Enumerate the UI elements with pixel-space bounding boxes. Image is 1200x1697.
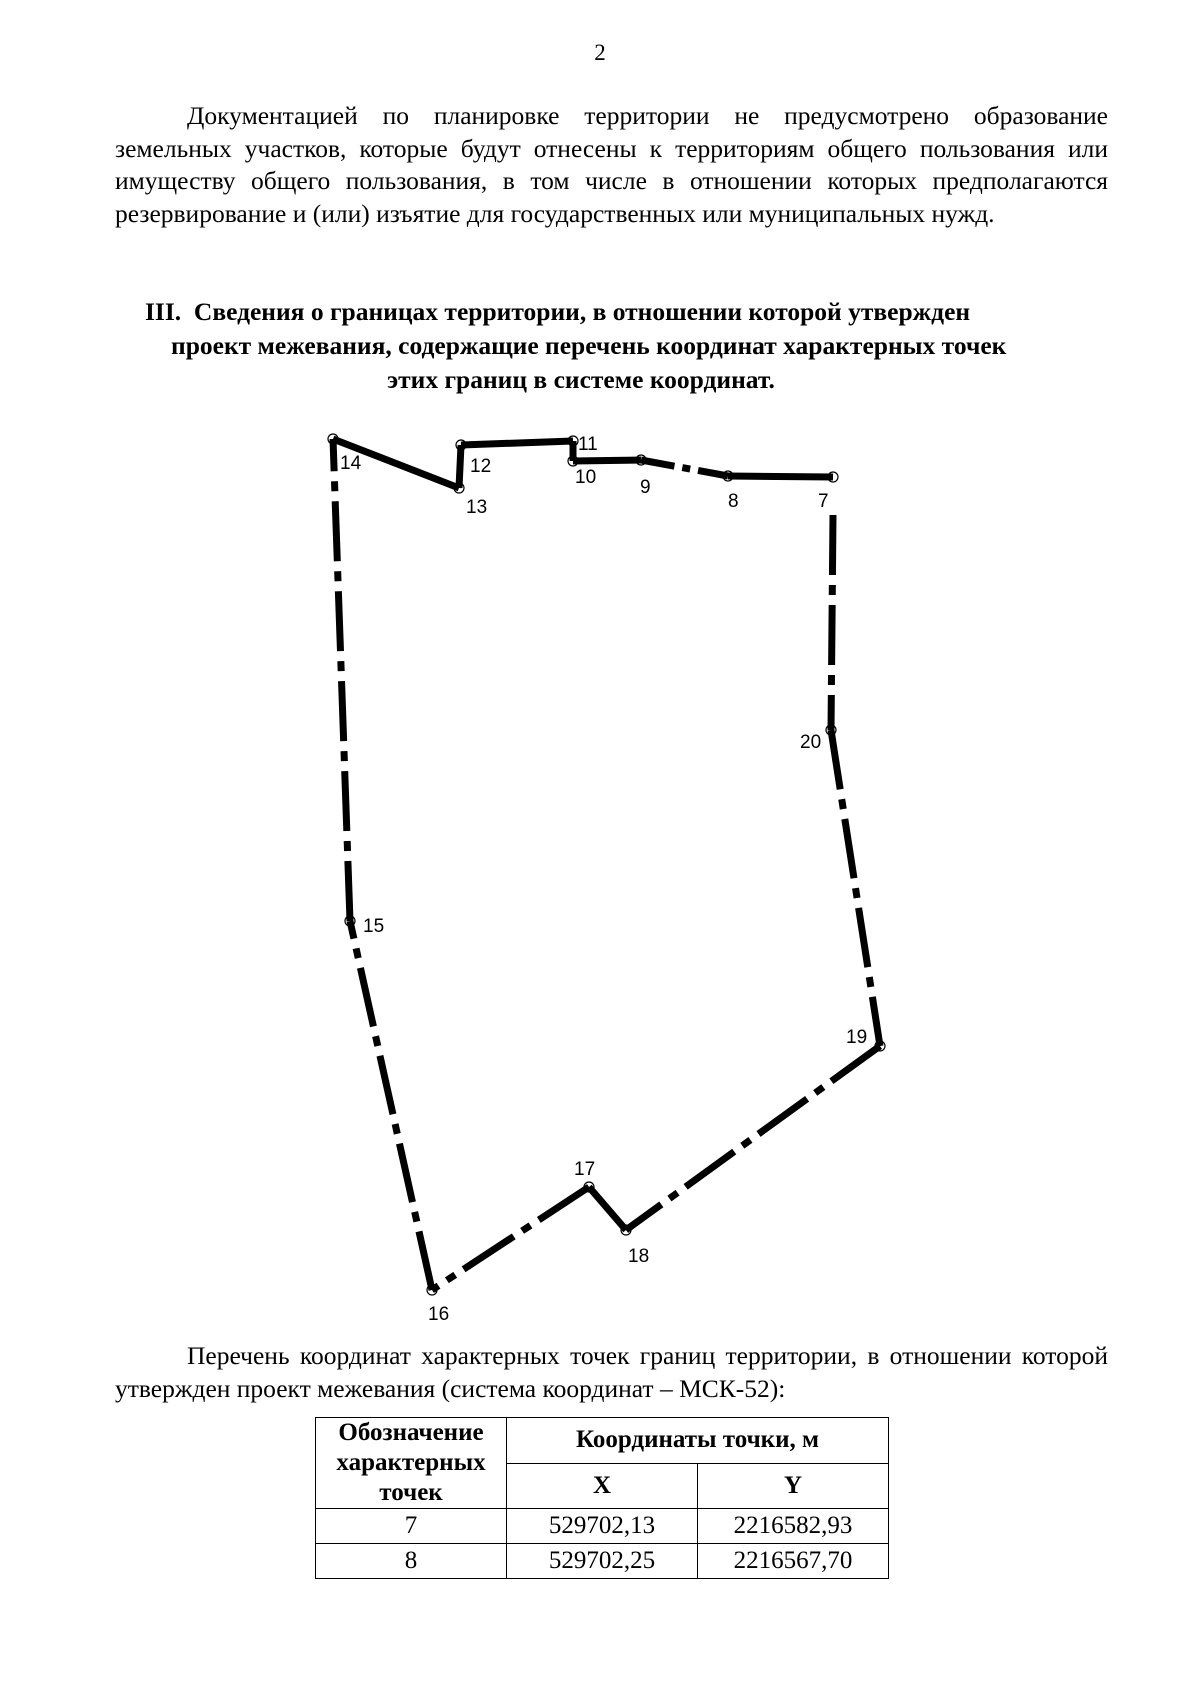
boundary-segment-19-18 [626,1046,880,1230]
cell-x: 529702,13 [507,1509,698,1544]
boundary-segment-16-15 [350,921,432,1290]
point-label-16: 16 [428,1304,450,1325]
point-label-7: 7 [818,491,829,512]
cell-y: 2216567,70 [698,1544,889,1579]
boundary-segment-15-14 [333,439,350,921]
table-row [316,1544,889,1579]
cell-y: 2216582,93 [698,1509,889,1544]
boundary-segment-18-17 [589,1187,626,1230]
point-label-9: 9 [640,477,651,498]
point-label-19: 19 [846,1027,868,1048]
header-y: Y [698,1463,889,1509]
boundary-segment-12-11 [461,441,573,445]
boundary-map [300,420,920,1335]
boundary-segment-20-19 [831,730,880,1046]
coordinates-list-intro: Перечень координат характерных точек границ территории, в отношении которой утвержден проект межевания (система координат – МСК-52): [115,1341,1108,1403]
section-title-line-3: этих границ в системе координат. [387,365,775,394]
table-row [316,1509,889,1544]
cell-point: 7 [316,1509,507,1544]
point-label-15: 15 [363,916,385,937]
boundary-segment-9-8 [641,460,728,476]
section-number: III. [145,297,182,326]
boundary-segment-8-7 [728,476,833,477]
point-label-12: 12 [470,456,492,477]
page-number: 2 [594,40,606,65]
header-x: X [507,1463,698,1509]
header-coordinates: Координаты точки, м [507,1418,889,1464]
section-heading [145,295,1110,397]
boundary-segment-17-16 [432,1187,589,1290]
section-title-line-2: проект межевания, содержащие перечень координат характерных точек [171,331,1007,360]
intro-paragraph: Документацией по планировке территории не предусмотрено образование земельных участков, которые будут отнесены к территориям общего пользования или имуществу общего пользования, в том числе в отношении которых предполагаются резервирование и (или) изъятие для государственных или муниципальных нужд. [115,101,1108,228]
coordinates-table [315,1417,889,1579]
point-label-13: 13 [466,497,488,518]
boundary-segment-10-9 [573,460,641,461]
point-label-20: 20 [800,732,822,753]
point-label-14: 14 [340,453,362,474]
point-label-11: 11 [578,434,598,455]
boundary-segment-13-12 [459,445,461,488]
header-point-designation: Обозначение характерных точек [316,1418,507,1509]
point-label-10: 10 [575,467,597,488]
section-heading-line-1 [145,295,1110,329]
cell-point: 8 [316,1544,507,1579]
boundary-segment-7-20 [831,515,833,730]
point-label-17: 17 [574,1159,596,1180]
point-label-18: 18 [628,1246,650,1267]
point-label-8: 8 [728,491,739,512]
section-title-line-1: Сведения о границах территории, в отношении которой утвержден [193,297,971,326]
cell-x: 529702,25 [507,1544,698,1579]
